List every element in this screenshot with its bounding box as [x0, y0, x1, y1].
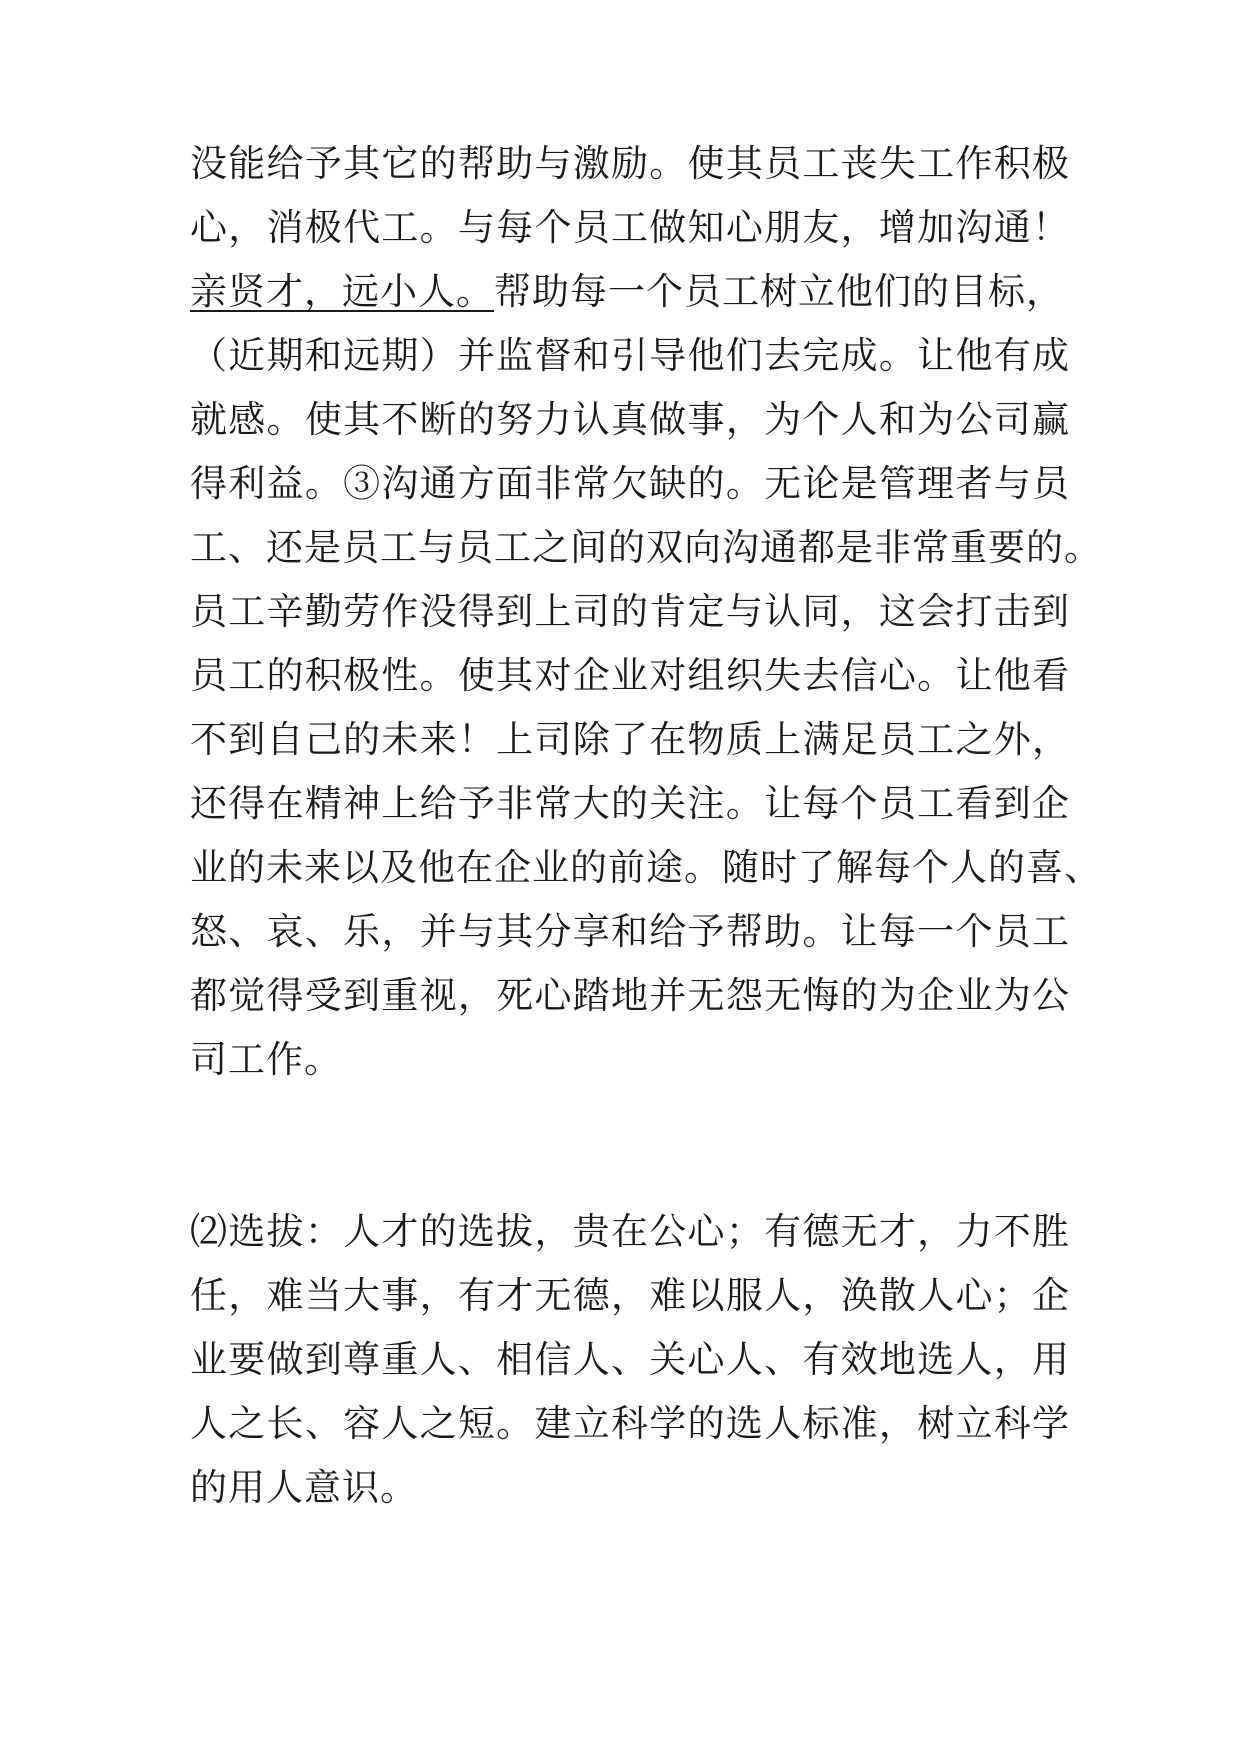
paragraph-1-line-3-rest: 帮助每一个员工树立他们的目标， — [494, 270, 1064, 313]
paragraph-2-line-4: 人之长、容人之短。建立科学的选人标准，树立科学 — [190, 1402, 1070, 1445]
paragraph-1-line-5: 就感。使其不断的努力认真做事，为个人和为公司赢 — [190, 398, 1070, 441]
paragraph-1-line-1: 没能给予其它的帮助与激励。使其员工丧失工作积极 — [190, 142, 1070, 185]
paragraph-1-line-4: （近期和远期）并监督和引导他们去完成。让他有成 — [190, 334, 1070, 377]
paragraph-1-line-3 — [190, 260, 1070, 324]
paragraph-1-line-7: 工、还是员工与员工之间的双向沟通都是非常重要的。 — [190, 526, 1102, 569]
paragraph-1-line-10: 不到自己的未来！上司除了在物质上满足员工之外， — [190, 718, 1070, 761]
paragraph-2-line-1: ⑵选拔：人才的选拔，贵在公心；有德无才，力不胜 — [190, 1210, 1070, 1253]
paragraph-1-line-2: 心，消极代工。与每个员工做知心朋友，增加沟通！ — [190, 206, 1070, 249]
paragraph-1-line-9: 员工的积极性。使其对企业对组织失去信心。让他看 — [190, 654, 1070, 697]
underlined-phrase: 亲贤才，远小人。 — [190, 270, 494, 313]
paragraph-1-line-15: 司工作。 — [190, 1038, 342, 1081]
paragraph-1-line-12: 业的未来以及他在企业的前途。随时了解每个人的喜、 — [190, 846, 1102, 889]
paragraph-2-line-3: 业要做到尊重人、相信人、关心人、有效地选人，用 — [190, 1338, 1070, 1381]
paragraph-1-line-6: 得利益。③沟通方面非常欠缺的。无论是管理者与员 — [190, 462, 1070, 505]
paragraph-1-line-11: 还得在精神上给予非常大的关注。让每个员工看到企 — [190, 782, 1070, 825]
paragraph-2-line-5: 的用人意识。 — [190, 1466, 418, 1509]
paragraph-1-line-8: 员工辛勤劳作没得到上司的肯定与认同，这会打击到 — [190, 590, 1070, 633]
paragraph-2-line-2: 任，难当大事，有才无德，难以服人，涣散人心；企 — [190, 1274, 1070, 1317]
paragraph-1-line-14: 都觉得受到重视，死心踏地并无怨无悔的为企业为公 — [190, 974, 1070, 1017]
paragraph-1-line-13: 怒、哀、乐，并与其分享和给予帮助。让每一个员工 — [190, 910, 1070, 953]
